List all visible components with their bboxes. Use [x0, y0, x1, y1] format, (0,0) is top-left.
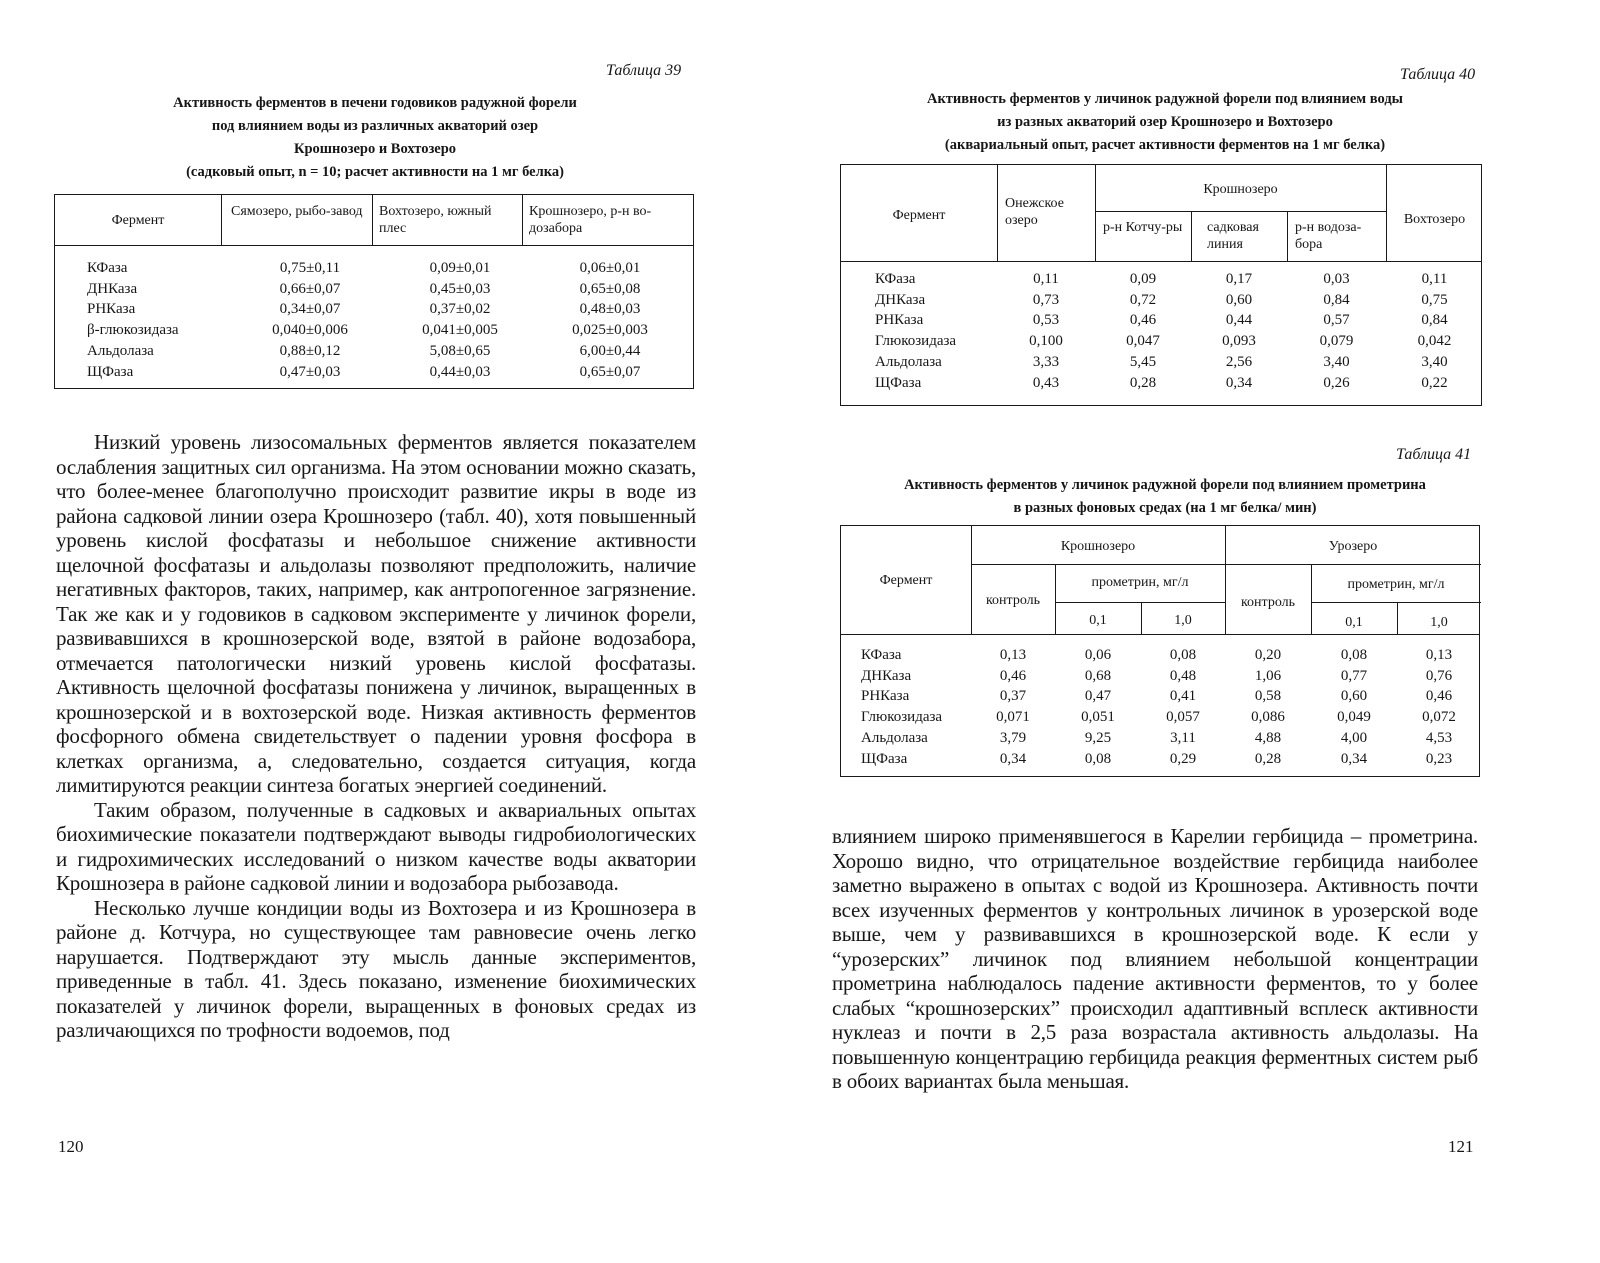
table41-header-rule [841, 634, 1479, 635]
table41-cell: 0,29 [1169, 750, 1197, 767]
table41-subheader-rule [1055, 602, 1225, 603]
table41-cell: 0,086 [1251, 709, 1285, 726]
table39-cell: 0,06±0,01 [579, 260, 641, 276]
table41-title [830, 474, 1500, 520]
table40-title-line: из разных акваторий озер Крошнозеро и Вохтозеро [997, 114, 1333, 130]
table40-header-kroshnozero: Крошнозеро [1203, 182, 1278, 197]
table41-cell: 0,34 [1340, 750, 1368, 767]
table41-cell: Глюкозидаза [861, 709, 943, 726]
table40-cell: 0,53 [1032, 312, 1060, 329]
table40-col-divider [1191, 211, 1192, 261]
table41-cell: 0,08 [1169, 647, 1197, 663]
table41-cell: 0,049 [1337, 709, 1371, 726]
table40-title [840, 88, 1490, 157]
table39-header-samozero: Сямозеро, рыбо-завод [231, 204, 363, 219]
table41-header-urozero: Урозеро [1328, 539, 1378, 554]
table39-col-divider [221, 195, 222, 245]
table41-header-dose-10: 1,0 [1430, 615, 1448, 630]
table40-header-enzyme: Фермент [892, 208, 946, 223]
table40-cell: 0,042 [1417, 333, 1452, 350]
table39-body [87, 258, 687, 382]
table40-header-onega: Онежское озеро [1005, 196, 1064, 228]
table40-cell: 0,73 [1032, 291, 1060, 308]
table41-cell: 9,25 [1084, 729, 1112, 746]
table39-header-kroshnozero: Крошнозеро, р-н во-дозабора [529, 204, 652, 236]
table39-cell: 0,44±0,03 [429, 363, 491, 380]
table40-body [875, 269, 1483, 393]
table-row [875, 269, 1483, 290]
table40-header-vokhtozero: Вохтозеро [1403, 212, 1466, 227]
table41-title-line: в разных фоновых средах (на 1 мг белка/ мин) [1013, 500, 1317, 516]
table40-caption: Таблица 40 [1400, 66, 1476, 83]
table41-cell: 0,20 [1254, 647, 1282, 663]
table-row [87, 258, 687, 279]
table41-subheader-rule [971, 564, 1481, 565]
table40-cell: 3,40 [1323, 353, 1350, 370]
table39-title [60, 92, 690, 184]
right-page [800, 0, 1600, 1263]
table41-header-dose-01: 0,1 [1345, 615, 1363, 630]
table39-cell: ДНКаза [87, 280, 138, 297]
table39-title-line: Активность ферментов в печени годовиков радужной форели [173, 95, 577, 111]
table40-cell: 0,03 [1323, 271, 1350, 287]
table41-title-line: Активность ферментов у личинок радужной форели под влиянием прометрина [904, 477, 1426, 493]
table-row [87, 362, 687, 383]
table39-col-divider [372, 195, 373, 245]
table39-cell: 0,040±0,006 [272, 322, 348, 339]
table-row [875, 310, 1483, 331]
table40-cell: 0,28 [1129, 374, 1157, 391]
left-body-text [56, 430, 696, 1043]
table41-cell: 4,88 [1254, 729, 1282, 746]
table41-cell: РНКаза [861, 688, 910, 705]
table41-cell: 0,68 [1084, 667, 1112, 684]
table40-cell: 0,093 [1222, 333, 1256, 350]
table-row [87, 279, 687, 300]
table39-cell: РНКаза [87, 301, 136, 318]
table40-cell: РНКаза [875, 312, 924, 329]
table40-title-line: Активность ферментов у личинок радужной форели под влиянием воды [926, 91, 1403, 107]
table40-cell: Глюкозидаза [875, 333, 957, 350]
table39-cell: β-глюкозидаза [87, 322, 179, 339]
paragraph: влиянием широко применявшегося в Карелии гербицида – прометрина. Хорошо видно, что отрицательное воздействие гербицида наиболее заметно выражено в опытах с водой из Крошнозера. Активность почти всех изученных ферментов у контрольных личинок в урозерской воде выше, чем у развивавшихся в крошнозерской воде. К если у “урозерских” личинок под влиянием небольшой концентрации прометрина наблюдалось падение активности ферментов, то у более слабых “крошнозерских” происходил адаптивный всплеск активности нуклеаз и почти в 2,5 раза возрастала активность альдолазы. На повышенную концентрацию гербицида реакция ферментных систем рыб в обоих вариантах была меньшая. [832, 824, 1478, 1093]
table40-cell: 0,46 [1129, 312, 1157, 329]
table-row [861, 645, 1481, 666]
table41-cell: 3,11 [1170, 729, 1196, 746]
table39-title-line: (садковый опыт, n = 10; расчет активности на 1 мг белка) [186, 164, 564, 180]
table40-cell: 3,33 [1032, 353, 1060, 370]
table40-cell: 0,72 [1129, 291, 1157, 308]
table40-cell: ДНКаза [875, 291, 926, 308]
table41-subheader-rule [1311, 602, 1481, 603]
table40-cell: 0,11 [1033, 271, 1059, 287]
table39-title-line: Крошнозеро и Вохтозеро [293, 141, 457, 157]
table-row [861, 686, 1481, 707]
table40-cell: 0,75 [1421, 291, 1448, 308]
table39-title-line: под влиянием воды из различных акваторий озер [211, 118, 539, 134]
table40-cell: 0,17 [1225, 271, 1253, 287]
table41-header-dose-10: 1,0 [1174, 613, 1192, 628]
table41-cell: 0,48 [1169, 667, 1197, 684]
table39-cell: 0,65±0,08 [579, 280, 641, 297]
table39-header-enzyme: Фермент [111, 213, 165, 228]
table39-cell: 0,45±0,03 [429, 280, 491, 297]
table39-cell: 0,65±0,07 [579, 363, 641, 380]
table39-col-divider [522, 195, 523, 245]
table40-col-divider [997, 165, 998, 261]
table41-cell: 0,46 [999, 667, 1027, 684]
table39-cell: 0,47±0,03 [279, 363, 341, 380]
table39-cell: 0,025±0,003 [572, 322, 648, 339]
table41-cell: 0,06 [1084, 647, 1112, 663]
table-row [875, 290, 1483, 311]
table39-cell: 6,00±0,44 [579, 342, 641, 359]
table41-cell: 0,77 [1340, 667, 1368, 684]
table41-header-dose-01: 0,1 [1089, 613, 1107, 628]
table39-cell: 0,041±0,005 [422, 322, 498, 339]
table41-cell: 0,58 [1254, 688, 1282, 705]
table-row [861, 666, 1481, 687]
table39-caption: Таблица 39 [606, 62, 682, 79]
table40-cell: 2,56 [1225, 353, 1253, 370]
table41-cell: 0,13 [999, 647, 1027, 663]
table40-cell: 0,047 [1126, 333, 1160, 350]
table39-cell: КФаза [87, 260, 128, 276]
paragraph: Несколько лучше кондиции воды из Вохтозера и из Крошнозера в районе д. Котчура, но существующее там равновесие очень легко нарушается. Подтверждают эту мысль данные экспериментов, приведенные в табл. 41. Здесь показано, изменение биохимических показателей у личинок форели, выращенных в фоновых средах из различающихся по трофности водоемов, под [56, 895, 696, 1042]
table40-cell: 0,60 [1225, 291, 1253, 308]
table41-cell: ЩФаза [861, 750, 908, 767]
page-number-left: 120 [58, 1137, 84, 1156]
table-row [861, 749, 1481, 770]
table41-cell: Альдолаза [861, 729, 928, 746]
table40-cell: 3,40 [1421, 353, 1448, 370]
table39-header-rule [55, 245, 693, 246]
table41-cell: 0,46 [1425, 688, 1453, 705]
table40-cell: ЩФаза [875, 374, 922, 391]
table41-cell: 0,13 [1425, 647, 1453, 663]
table40-cell: 0,09 [1129, 271, 1157, 287]
table41-header-kroshnozero: Крошнозеро [1060, 539, 1136, 554]
table-row [87, 320, 687, 341]
table40-header-sadkovaya: садковая линия [1207, 220, 1259, 252]
right-body-text [832, 824, 1478, 1094]
table41-cell: 0,072 [1422, 709, 1456, 726]
table40-title-line: (аквариальный опыт, расчет активности ферментов на 1 мг белка) [944, 137, 1386, 153]
table41-header-control: контроль [1240, 595, 1296, 610]
table40-cell: 0,57 [1323, 312, 1350, 329]
table41-cell: 1,06 [1254, 667, 1282, 684]
table39-cell: Альдолаза [87, 342, 154, 359]
table41-caption: Таблица 41 [1396, 446, 1472, 463]
table-row [87, 341, 687, 362]
table41-cell: 0,76 [1425, 667, 1453, 684]
table41-header-control: контроль [985, 593, 1041, 608]
table40-header-rule [841, 261, 1481, 262]
table39-cell: 0,66±0,07 [279, 280, 341, 297]
table-row [875, 352, 1483, 373]
table41-cell: 4,53 [1425, 729, 1453, 746]
table40-cell: 0,84 [1323, 291, 1350, 308]
table-row [87, 299, 687, 320]
table41-body [861, 645, 1481, 769]
table41-cell: 0,08 [1340, 647, 1368, 663]
table39-cell: 5,08±0,65 [429, 342, 491, 359]
paragraph: Низкий уровень лизосомальных ферментов является показателем ослабления защитных сил организма. На этом основании можно сказать, что более-менее благополучно происходит развитие икры в воде из района садковой линии озера Крошнозеро (табл. 40), хотя повышенный уровень кислой фосфатазы и небольшое снижение активности щелочной фосфатазы и альдолазы позволяют предположить, наличие негативных факторов, таких, например, как антропогенное загрязнение. Так же как и у годовиков в садковом эксперименте у личинок форели, развивавшихся в крошнозерской воде, взятой в районе водозабора, отмечается патологически низкий уровень кислой фосфатазы. Активность щелочной фосфатазы понижена у личинок, выращенных в крошнозерской и в вохтозерской воде. Низкая активность ферментов фосфорного обмена свидетельствует о падении уровня фосфора в клетках организма, а, следовательно, создается ситуация, когда лимитируются реакции синтеза богатых энергией соединений. [56, 430, 696, 797]
table41-cell: 0,37 [999, 688, 1027, 705]
table40-cell: 0,34 [1225, 374, 1253, 391]
table39-cell: 0,34±0,07 [279, 301, 341, 318]
table40-cell: 0,84 [1421, 312, 1448, 329]
table40-cell: 0,100 [1029, 333, 1063, 350]
table-row [861, 728, 1481, 749]
table-row [875, 331, 1483, 352]
table41-cell: 3,79 [999, 729, 1027, 746]
table40-cell: 5,45 [1129, 353, 1157, 370]
table40-cell: 0,11 [1421, 271, 1448, 287]
table41 [840, 525, 1480, 777]
table41-cell: КФаза [861, 647, 902, 663]
table39-cell: 0,09±0,01 [429, 260, 491, 276]
table41-cell: 0,051 [1081, 709, 1115, 726]
table39 [54, 194, 694, 389]
table40-subheader-rule [1095, 211, 1386, 212]
table40-header-kotchura: р-н Котчу-ры [1103, 220, 1183, 235]
table41-header-prometrin: прометрин, мг/л [1347, 577, 1445, 592]
table41-cell: 0,08 [1084, 750, 1112, 767]
table39-cell: 0,37±0,02 [429, 301, 491, 318]
table41-cell: 0,057 [1166, 709, 1200, 726]
table41-cell: 0,60 [1340, 688, 1368, 705]
table39-cell: 0,48±0,03 [579, 301, 641, 318]
table40 [840, 164, 1482, 406]
table39-cell: ЩФаза [87, 363, 134, 380]
table39-cell: 0,75±0,11 [279, 260, 341, 276]
table41-cell: 4,00 [1340, 729, 1368, 746]
table40-cell: 0,079 [1319, 333, 1354, 350]
table-row [875, 373, 1483, 394]
table41-cell: 0,34 [999, 750, 1027, 767]
table40-cell: 0,43 [1032, 374, 1060, 391]
table40-cell: 0,22 [1421, 374, 1448, 391]
table41-cell: 0,071 [996, 709, 1030, 726]
table41-cell: 0,47 [1084, 688, 1112, 705]
table41-header-enzyme: Фермент [879, 573, 933, 588]
table-row [861, 707, 1481, 728]
paragraph: Таким образом, полученные в садковых и аквариальных опытах биохимические показатели подтверждают выводы гидробиологических и гидрохимических исследований о низком качестве воды акватории Крошнозера в районе садковой линии и водозабора рыбозавода. [56, 797, 696, 895]
table39-header-vokhtozero: Вохтозеро, южный плес [379, 204, 492, 236]
table41-cell: ДНКаза [861, 667, 912, 684]
table39-cell: 0,88±0,12 [279, 342, 341, 359]
table40-col-divider [1287, 211, 1288, 261]
table40-cell: 0,26 [1323, 374, 1350, 391]
table41-header-prometrin: прометрин, мг/л [1091, 575, 1189, 590]
table40-cell: 0,44 [1225, 312, 1253, 329]
table40-cell: Альдолаза [875, 353, 942, 370]
table40-cell: КФаза [875, 271, 916, 287]
table41-cell: 0,41 [1169, 688, 1197, 705]
table40-header-vodozabor: р-н водоза-бора [1295, 220, 1362, 252]
table40-col-divider [1095, 165, 1096, 261]
table41-cell: 0,23 [1425, 750, 1453, 767]
table41-cell: 0,28 [1254, 750, 1282, 767]
page-number-right: 121 [1448, 1137, 1474, 1156]
